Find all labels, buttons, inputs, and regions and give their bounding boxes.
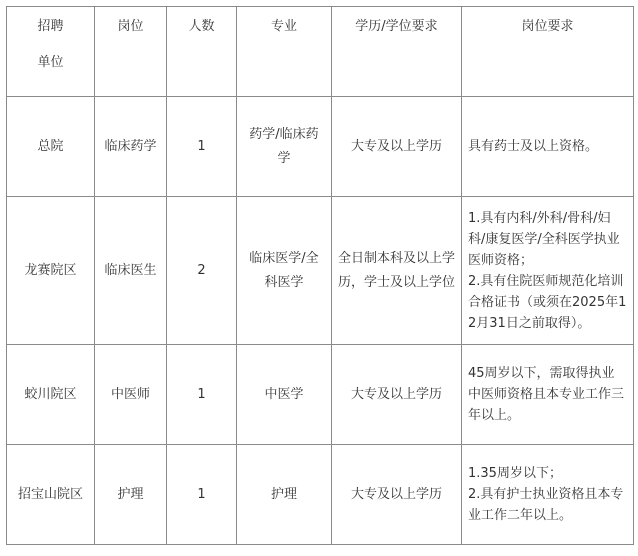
header-requirements: 岗位要求 [462, 7, 634, 97]
requirement-line: 2.具有护士执业资格且本专业工作二年以上。 [468, 487, 624, 523]
cell-count: 2 [167, 197, 237, 345]
cell-count: 1 [167, 345, 237, 445]
header-position: 岗位 [95, 7, 167, 97]
cell-requirements [462, 345, 634, 445]
cell-unit: 招宝山院区 [7, 445, 95, 545]
requirement-line: 2.具有住院医师规范化培训合格证书（或须在2025年12月31日之前取得）。 [468, 273, 627, 331]
header-major: 专业 [237, 7, 332, 97]
cell-education: 大专及以上学历 [332, 445, 462, 545]
cell-position: 护理 [95, 445, 167, 545]
requirement-line: 45周岁以下，需取得执业中医师资格且本专业工作三年以上。 [468, 366, 625, 423]
header-row [7, 7, 634, 97]
cell-count: 1 [167, 97, 237, 197]
recruitment-table [6, 6, 634, 545]
cell-unit: 蛟川院区 [7, 345, 95, 445]
table-row [7, 445, 634, 545]
cell-major: 药学/临床药学 [237, 97, 332, 197]
header-unit-line-2: 单位 [37, 55, 64, 70]
table-row [7, 97, 634, 197]
cell-requirements [462, 97, 634, 197]
requirement-line: 1.35周岁以下； [468, 466, 562, 481]
cell-position: 临床药学 [95, 97, 167, 197]
header-count: 人数 [167, 7, 237, 97]
cell-position: 临床医生 [95, 197, 167, 345]
cell-position: 中医师 [95, 345, 167, 445]
cell-unit: 龙赛院区 [7, 197, 95, 345]
cell-requirements [462, 445, 634, 545]
table-row [7, 197, 634, 345]
cell-requirements [462, 197, 634, 345]
requirement-line: 1.具有内科/外科/骨科/妇科/康复医学/全科医学执业医师资格； [468, 210, 620, 268]
cell-unit: 总院 [7, 97, 95, 197]
cell-count: 1 [167, 445, 237, 545]
cell-major: 护理 [237, 445, 332, 545]
header-unit [7, 7, 95, 97]
cell-education: 大专及以上学历 [332, 97, 462, 197]
cell-education: 大专及以上学历 [332, 345, 462, 445]
cell-education: 全日制本科及以上学历，学士及以上学位 [332, 197, 462, 345]
header-unit-line-1: 招聘 [37, 19, 64, 34]
header-education: 学历/学位要求 [332, 7, 462, 97]
requirement-line: 具有药士及以上资格。 [468, 139, 599, 154]
table-row [7, 345, 634, 445]
cell-major: 中医学 [237, 345, 332, 445]
cell-major: 临床医学/全科医学 [237, 197, 332, 345]
